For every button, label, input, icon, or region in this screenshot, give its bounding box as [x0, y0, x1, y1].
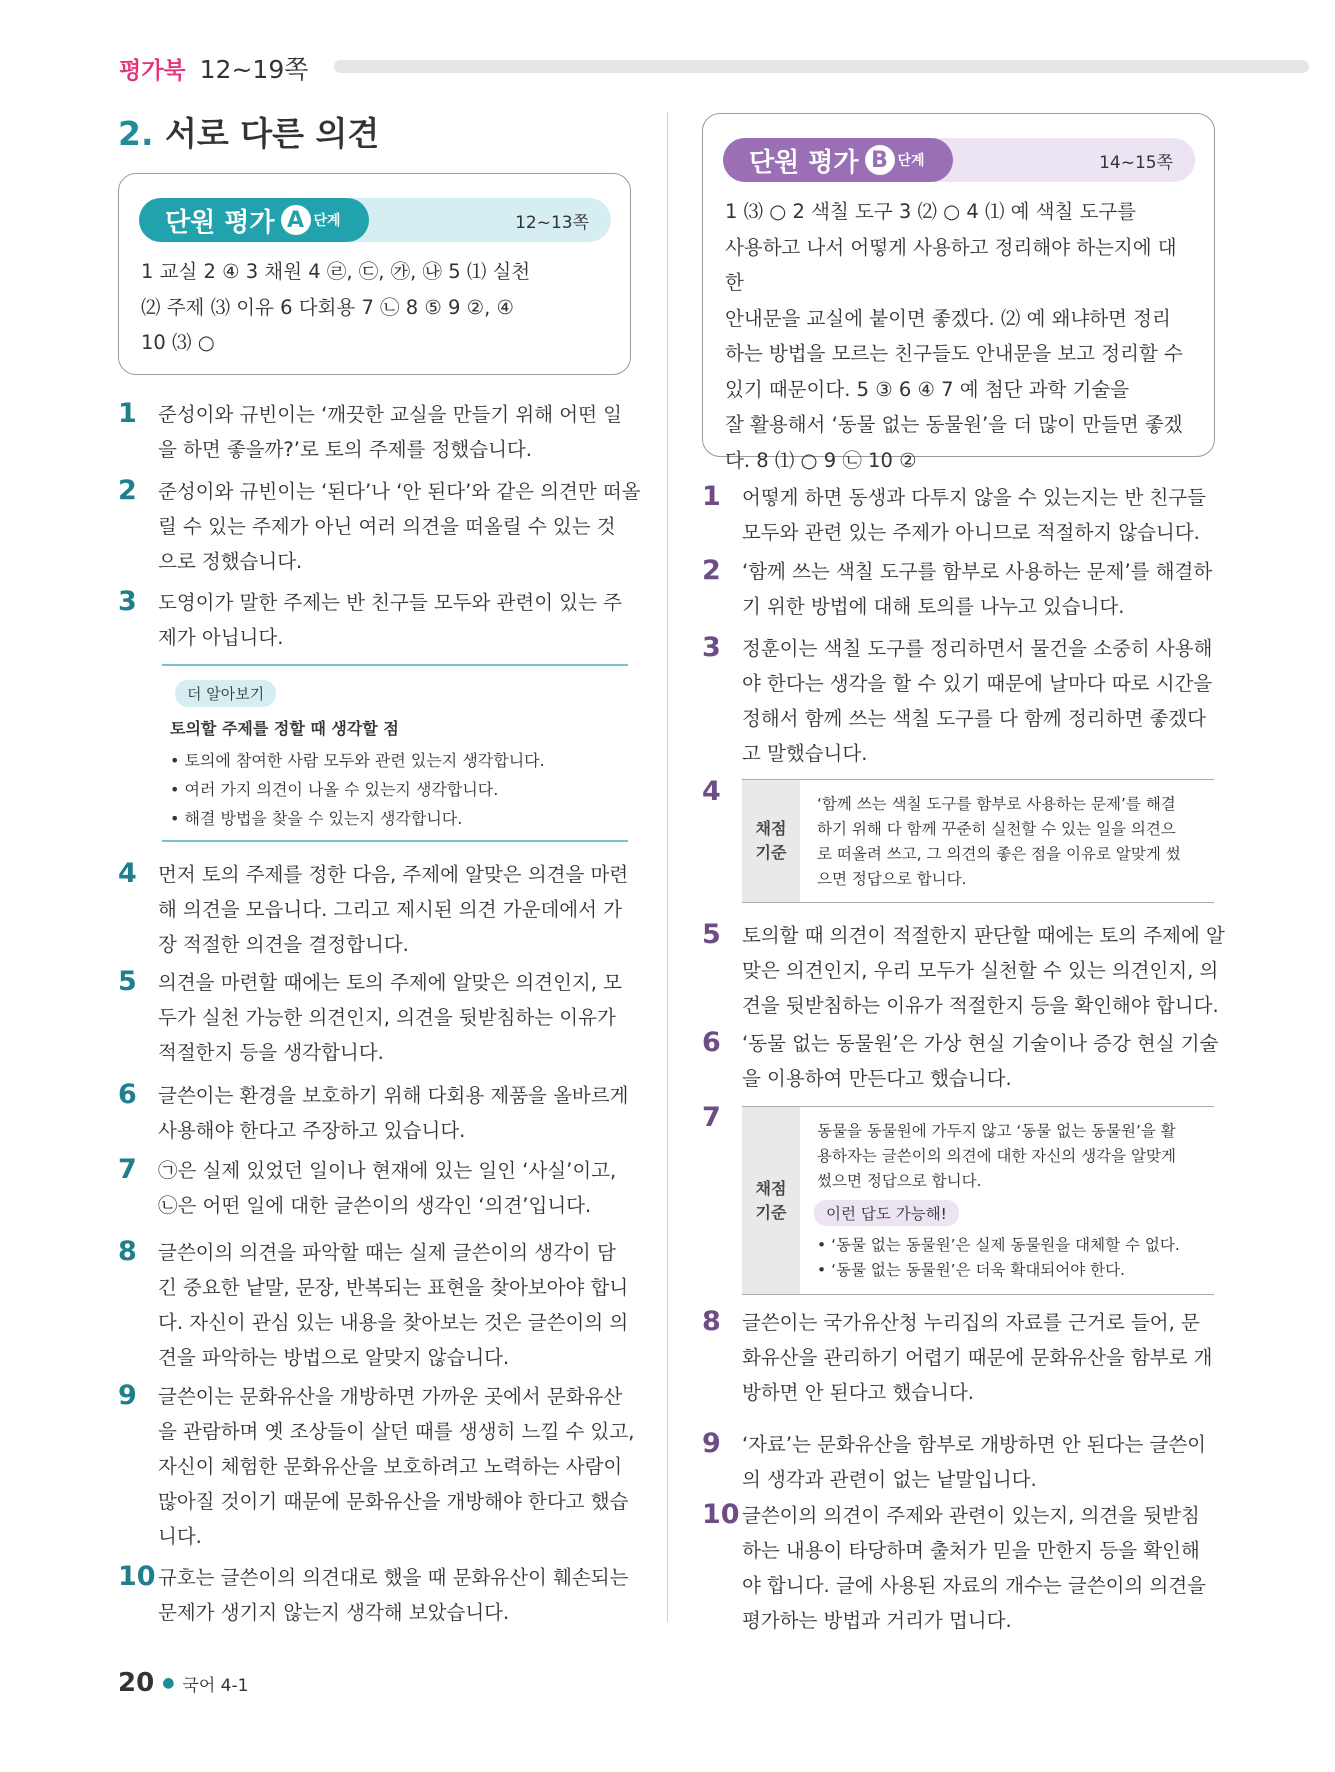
- answer-box-b-pages: 14~15쪽: [1099, 152, 1173, 173]
- grading-criteria-4: [742, 779, 1214, 903]
- item-line: 두가 실천 가능한 의견인지, 의견을 뒷받침하는 이유가: [158, 1006, 616, 1029]
- answer-line: 잘 활용해서 ‘동물 없는 동물원’을 더 많이 만들면 좋겠: [725, 413, 1183, 436]
- grading-label-line: 채점: [755, 819, 787, 838]
- grading-line: 용하자는 글쓴이의 의견에 대한 자신의 생각을 알맞게: [817, 1147, 1176, 1165]
- answer-line: 10 ⑶ ○: [141, 331, 215, 354]
- item-line: ‘동물 없는 동물원’은 가상 현실 기술이나 증강 현실 기술: [742, 1032, 1219, 1055]
- item-line: ‘함께 쓰는 색칠 도구를 함부로 사용하는 문제’를 해결하: [742, 560, 1213, 583]
- item-number: 6: [118, 1079, 137, 1110]
- answer-line: 사용하고 나서 어떻게 사용하고 정리해야 하는지에 대한: [725, 235, 1177, 294]
- item-line: 다. 자신이 관심 있는 내용을 찾아보는 것은 글쓴이의 의: [158, 1311, 629, 1334]
- item-text: [158, 1235, 628, 1375]
- item-line: 문제가 생기지 않는지 생각해 보았습니다.: [158, 1601, 510, 1624]
- item-line: 적절한지 등을 생각합니다.: [158, 1041, 384, 1064]
- item-line: 글쓴이는 국가유산청 누리집의 자료를 근거로 들어, 문: [742, 1311, 1200, 1334]
- item-line: 릴 수 있는 주제가 아닌 여러 의견을 떠올릴 수 있는 것: [158, 515, 616, 538]
- item-line: 제가 아닙니다.: [158, 626, 284, 649]
- item-line: 먼저 토의 주제를 정한 다음, 주제에 알맞은 의견을 마련: [158, 863, 629, 886]
- explanation-item: [118, 1078, 628, 1148]
- item-number: 1: [702, 481, 721, 512]
- more-info-badge: 더 알아보기: [175, 680, 276, 707]
- item-text: [742, 1498, 1206, 1638]
- item-line: 준성이와 규빈이는 ‘된다’나 ‘안 된다’와 같은 의견만 떠올: [158, 480, 641, 503]
- item-number: 2: [702, 555, 721, 586]
- item-line: ‘자료’는 문화유산을 함부로 개방하면 안 된다는 글쓴이: [742, 1433, 1207, 1456]
- tag-text: 단원 평가: [165, 207, 275, 238]
- answer-line: 다. 8 ⑴ ○ 9 ㉡ 10 ②: [725, 448, 917, 472]
- more-info-item: • 해결 방법을 찾을 수 있는지 생각합니다.: [170, 809, 463, 828]
- item-text: [158, 1153, 616, 1223]
- item-text: [742, 480, 1206, 550]
- item-line: 사용해야 한다고 주장하고 있습니다.: [158, 1119, 466, 1142]
- item-line: ㉠은 실제 있었던 일이나 현재에 있는 일인 ‘사실’이고,: [158, 1159, 617, 1182]
- section-number: 2.: [118, 114, 154, 153]
- alt-answer-badge: 이런 답도 가능해!: [814, 1200, 959, 1226]
- column-divider: [667, 112, 668, 1622]
- item-text: [158, 397, 622, 467]
- grading-label-line: 기준: [755, 1202, 787, 1222]
- grading-label-side: [742, 1107, 800, 1294]
- page-footer: [118, 1668, 248, 1698]
- item-line: 견을 뒷받침하는 이유가 적절한지 등을 확인해야 합니다.: [742, 994, 1219, 1017]
- item-line: 많아질 것이기 때문에 문화유산을 개방해야 한다고 했습: [158, 1490, 629, 1513]
- item-line: 의 생각과 관련이 없는 낱말입니다.: [742, 1468, 1037, 1491]
- item-number: 2: [118, 475, 137, 506]
- item-line: 야 합니다. 글에 사용된 자료의 개수는 글쓴이의 의견을: [742, 1574, 1207, 1597]
- item-text: [158, 1379, 634, 1554]
- item-line: 장 적절한 의견을 결정합니다.: [158, 933, 409, 956]
- item-line: 을 하면 좋을까?’로 토의 주제를 정했습니다.: [158, 438, 532, 461]
- item-text: [742, 1026, 1218, 1096]
- answer-box-a-tag: [139, 198, 369, 242]
- item-text: [742, 918, 1225, 1023]
- grading-line: 으면 정답으로 합니다.: [817, 870, 967, 888]
- explanation-item: [702, 631, 1212, 771]
- explanation-item: [702, 1427, 1206, 1497]
- footer-dot: ●: [162, 1675, 175, 1691]
- item-text: [158, 1078, 628, 1148]
- item-line: 을 관람하며 옛 조상들이 살던 때를 생생히 느낄 수 있고,: [158, 1420, 635, 1443]
- item-line: 견을 파악하는 방법으로 알맞지 않습니다.: [158, 1346, 510, 1369]
- grading-line: 썼으면 정답으로 합니다.: [817, 1172, 982, 1190]
- answer-box-b-text: [725, 194, 1195, 478]
- explanation-item: [118, 397, 622, 467]
- explanation-item: [702, 554, 1212, 624]
- item-number: 3: [702, 632, 721, 663]
- explanation-item: [702, 1101, 742, 1135]
- grading-line: 하기 위해 다 함께 꾸준히 실천할 수 있는 일을 의견으: [817, 820, 1176, 838]
- explanation-item: [118, 585, 622, 655]
- item-line: 자신이 체험한 문화유산을 보호하려고 노력하는 사람이: [158, 1455, 623, 1478]
- item-text: [158, 585, 622, 655]
- explanation-item: [702, 1026, 1218, 1096]
- book-title: 국어 4-1: [182, 1675, 249, 1696]
- item-text: [742, 1305, 1212, 1410]
- header-bar: [334, 60, 1309, 73]
- item-line: 글쓴이는 환경을 보호하기 위해 다회용 제품을 올바르게: [158, 1084, 629, 1107]
- grading-text: [817, 1119, 1207, 1194]
- alt-answer-item: • ‘동물 없는 동물원’은 더욱 확대되어야 한다.: [817, 1261, 1126, 1279]
- item-line: 맞은 의견인지, 우리 모두가 실천할 수 있는 의견인지, 의: [742, 959, 1219, 982]
- item-text: [742, 554, 1212, 624]
- item-line: 글쓴이는 문화유산을 개방하면 가까운 곳에서 문화유산: [158, 1385, 623, 1408]
- alt-answer-list: [817, 1233, 1207, 1283]
- item-number: 1: [118, 398, 137, 429]
- explanation-item: [702, 775, 742, 809]
- item-number: 8: [702, 1306, 721, 1337]
- item-text: [158, 1560, 628, 1630]
- explanation-item: [118, 1235, 628, 1375]
- answer-box-a-pages: 12~13쪽: [515, 212, 589, 233]
- item-line: 고 말했습니다.: [742, 742, 868, 765]
- answer-line: 있기 때문이다. 5 ③ 6 ④ 7 예 첨단 과학 기술을: [725, 377, 1130, 401]
- item-number: 5: [118, 966, 137, 997]
- explanation-item: [118, 1379, 634, 1554]
- item-number: 10: [702, 1499, 740, 1530]
- more-info-item: • 토의에 참여한 사람 모두와 관련 있는지 생각합니다.: [170, 751, 545, 770]
- grading-label: [756, 817, 787, 865]
- grading-criteria-7: [742, 1106, 1214, 1295]
- grading-label: [756, 1177, 787, 1225]
- item-line: 모두와 관련 있는 주제가 아니므로 적절하지 않습니다.: [742, 521, 1200, 544]
- item-number: 5: [702, 919, 721, 950]
- item-line: ㉡은 어떤 일에 대한 글쓴이의 생각인 ‘의견’입니다.: [158, 1194, 592, 1217]
- item-line: 도영이가 말한 주제는 반 친구들 모두와 관련이 있는 주: [158, 591, 623, 614]
- item-line: 하는 내용이 타당하며 출처가 믿을 만한지 등을 확인해: [742, 1539, 1200, 1562]
- explanation-item: [118, 1560, 628, 1630]
- explanation-item: [702, 918, 1225, 1023]
- item-line: 정훈이는 색칠 도구를 정리하면서 물건을 소중히 사용해: [742, 637, 1213, 660]
- item-line: 평가하는 방법과 거리가 멉니다.: [742, 1609, 1012, 1632]
- answer-box-a-header: [139, 198, 611, 242]
- answer-line: 안내문을 교실에 붙이면 좋겠다. ⑵ 예 왜냐하면 정리: [725, 306, 1171, 330]
- item-line: 글쓴이의 의견을 파악할 때는 실제 글쓴이의 생각이 담: [158, 1241, 616, 1264]
- step-text: 단계: [897, 153, 925, 169]
- header-label: 평가북: [119, 57, 186, 84]
- item-number: 8: [118, 1236, 137, 1267]
- item-number: 3: [118, 586, 137, 617]
- step-letter: B: [865, 145, 895, 175]
- answer-line: ⑵ 주제 ⑶ 이유 6 다회용 7 ㉡ 8 ⑤ 9 ②, ④: [141, 295, 515, 319]
- item-line: 글쓴이의 의견이 주제와 관련이 있는지, 의견을 뒷받침: [742, 1504, 1200, 1527]
- item-text: [742, 631, 1212, 771]
- item-number: 4: [702, 776, 721, 807]
- grading-label-line: 채점: [755, 1178, 787, 1198]
- grading-line: 동물을 동물원에 가두지 않고 ‘동물 없는 동물원’을 활: [817, 1122, 1176, 1140]
- item-line: 방하면 안 된다고 했습니다.: [742, 1381, 975, 1404]
- answer-box-b-tag: [723, 138, 953, 182]
- grading-label-line: 기준: [755, 843, 787, 862]
- answer-line: 하는 방법을 모르는 친구들도 안내문을 보고 정리할 수: [725, 342, 1183, 365]
- step-letter: A: [281, 205, 311, 235]
- step-text: 단계: [313, 213, 341, 229]
- item-number: 9: [702, 1428, 721, 1459]
- item-text: [158, 965, 622, 1070]
- explanation-item: [702, 1305, 1212, 1410]
- section-title-text: 서로 다른 의견: [153, 114, 380, 153]
- item-line: 정해서 함께 쓰는 색칠 도구를 다 함께 정리하면 좋겠다: [742, 707, 1207, 730]
- page-header: [119, 48, 308, 88]
- item-number: 6: [702, 1027, 721, 1058]
- item-number: 7: [118, 1154, 137, 1185]
- item-line: 의견을 마련할 때에는 토의 주제에 알맞은 의견인지, 모: [158, 971, 623, 994]
- item-number: 4: [118, 858, 137, 889]
- header-pages: 12~19쪽: [199, 55, 309, 84]
- more-info-box: [162, 664, 628, 842]
- grading-line: 로 떠올려 쓰고, 그 의견의 좋은 점을 이유로 알맞게 썼: [817, 845, 1181, 863]
- grading-label-side: [742, 780, 800, 902]
- item-line: 화유산을 관리하기 어렵기 때문에 문화유산을 함부로 개: [742, 1346, 1213, 1369]
- explanation-item: [118, 857, 628, 962]
- item-line: 으로 정했습니다.: [158, 550, 303, 573]
- item-line: 긴 중요한 낱말, 문장, 반복되는 표현을 찾아보아야 합니: [158, 1276, 629, 1299]
- item-number: 7: [702, 1102, 721, 1133]
- item-line: 야 한다는 생각을 할 수 있기 때문에 날마다 따로 시간을: [742, 672, 1213, 695]
- more-info-heading: 토의할 주제를 정할 때 생각할 점: [170, 719, 399, 738]
- item-number: 9: [118, 1380, 137, 1411]
- item-text: [742, 1427, 1206, 1497]
- item-text: [158, 857, 628, 962]
- item-line: 어떻게 하면 동생과 다투지 않을 수 있는지는 반 친구들: [742, 486, 1207, 509]
- explanation-item: [702, 1498, 1206, 1638]
- explanation-item: [118, 474, 641, 579]
- item-line: 준성이와 규빈이는 ‘깨끗한 교실을 만들기 위해 어떤 일: [158, 403, 623, 426]
- answer-box-a: [118, 173, 631, 375]
- item-line: 토의할 때 의견이 적절한지 판단할 때에는 토의 주제에 알: [742, 924, 1225, 947]
- explanation-item: [118, 965, 622, 1070]
- explanation-item: [702, 480, 1206, 550]
- answer-box-a-text: [141, 254, 611, 361]
- page-number: 20: [118, 1668, 155, 1698]
- answer-box-b: [702, 113, 1215, 472]
- item-line: 니다.: [158, 1525, 202, 1548]
- tag-text: 단원 평가: [749, 147, 859, 178]
- explanation-item: [118, 1153, 616, 1223]
- more-info-item: • 여러 가지 의견이 나올 수 있는지 생각합니다.: [170, 780, 499, 799]
- answer-box-b-header: [723, 138, 1195, 182]
- item-line: 기 위한 방법에 대해 토의를 나누고 있습니다.: [742, 595, 1125, 618]
- item-text: [158, 474, 641, 579]
- grading-line: ‘함께 쓰는 색칠 도구를 함부로 사용하는 문제’를 해결: [817, 795, 1176, 813]
- item-number: 10: [118, 1561, 156, 1592]
- grading-text: [817, 792, 1207, 892]
- alt-answer-item: • ‘동물 없는 동물원’은 실제 동물원을 대체할 수 없다.: [817, 1236, 1180, 1254]
- item-line: 을 이용하여 만든다고 했습니다.: [742, 1067, 1012, 1090]
- section-title: [118, 108, 379, 155]
- item-line: 규호는 글쓴이의 의견대로 했을 때 문화유산이 훼손되는: [158, 1566, 629, 1589]
- item-line: 해 의견을 모읍니다. 그리고 제시된 의견 가운데에서 가: [158, 898, 623, 921]
- answer-line: 1 교실 2 ④ 3 채원 4 ㉣, ㉢, ㉮, ㉯ 5 ⑴ 실천: [141, 260, 531, 283]
- answer-line: 1 ⑶ ○ 2 색칠 도구 3 ⑵ ○ 4 ⑴ 예 색칠 도구를: [725, 200, 1137, 223]
